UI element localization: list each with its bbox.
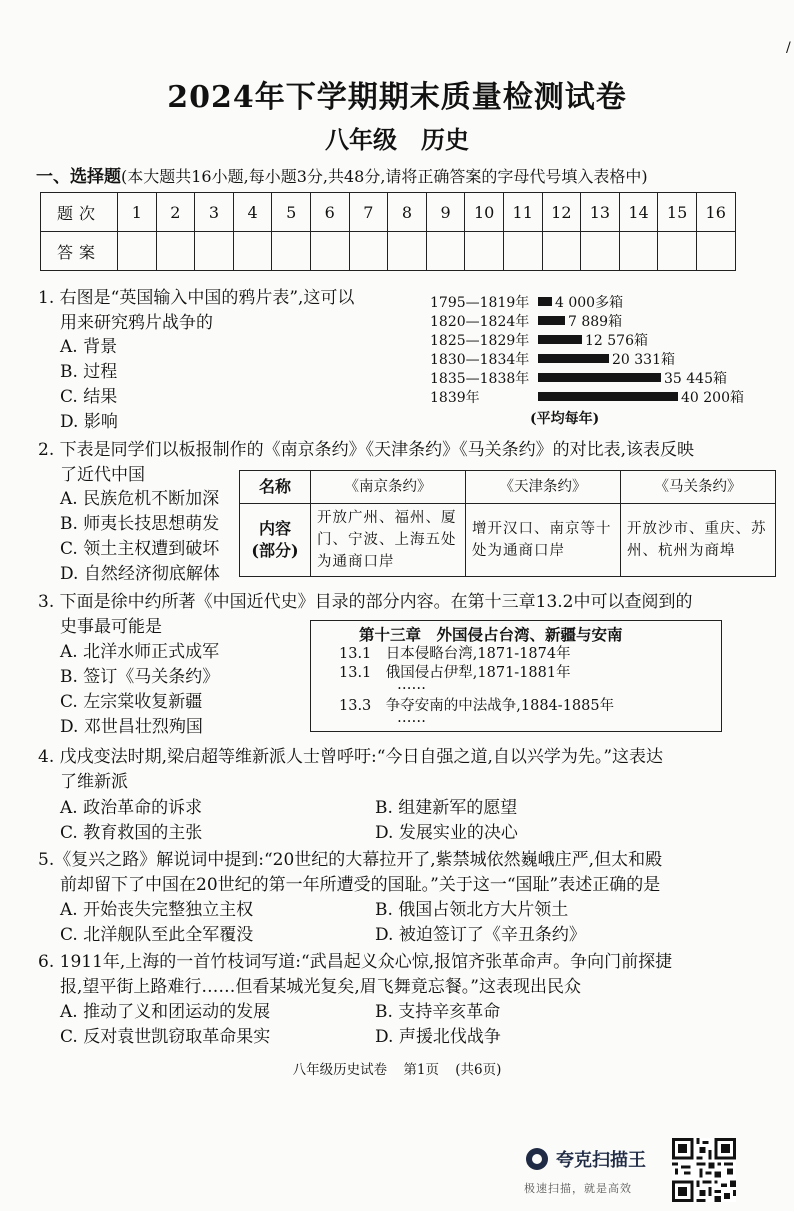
question-2-option[interactable]: C. 领土主权遭到破坏 xyxy=(60,539,220,559)
question-number: 12 xyxy=(542,193,581,232)
question-number: 5 xyxy=(272,193,311,232)
page-footer xyxy=(0,1058,794,1078)
chart-value-label: 4 000多箱 xyxy=(555,295,624,311)
answer-cell[interactable] xyxy=(426,232,465,271)
question-2-stem-line: 了近代中国 xyxy=(60,465,145,485)
toc-line: 13.3 争夺安南的中法战争,1884-1885年 xyxy=(339,698,615,714)
question-3-option[interactable]: A. 北洋水师正式成军 xyxy=(60,642,220,662)
chart-category-label: 1820—1824年 xyxy=(430,314,530,330)
chart-category-label: 1825—1829年 xyxy=(430,333,530,349)
answer-cell[interactable] xyxy=(465,232,504,271)
question-number: 7 xyxy=(349,193,388,232)
question-number: 1 xyxy=(118,193,157,232)
question-number: 8 xyxy=(388,193,427,232)
treaty-content-cell: 开放广州、福州、厦门、宁波、上海五处为通商口岸 xyxy=(311,504,466,577)
question-number: 11 xyxy=(503,193,542,232)
chart-category-label: 1795—1819年 xyxy=(430,295,530,311)
section-heading xyxy=(36,162,648,187)
chart-bar xyxy=(538,297,552,306)
answer-table-number-row xyxy=(41,193,736,232)
footer-page-number: 第1页 xyxy=(403,1062,439,1078)
question-2-option[interactable]: B. 师夷长技思想萌发 xyxy=(60,514,220,534)
question-1-option[interactable]: A. 背景 xyxy=(60,337,118,357)
chart-value-label: 35 445箱 xyxy=(664,371,727,387)
question-3-option[interactable]: B. 签订《马关条约》 xyxy=(60,667,220,687)
treaty-content-cell: 增开汉口、南京等十处为通商口岸 xyxy=(466,504,621,577)
answer-cell[interactable] xyxy=(503,232,542,271)
question-4-option[interactable]: C. 教育救国的主张 xyxy=(60,823,203,843)
treaty-header: 《天津条约》 xyxy=(466,471,621,504)
scanner-watermark xyxy=(522,1144,670,1204)
chart-bar xyxy=(538,335,582,344)
page-subtitle: 八年级 历史 xyxy=(325,125,469,154)
answer-cell[interactable] xyxy=(388,232,427,271)
treaty-name-label: 名称 xyxy=(240,471,311,504)
question-4-stem xyxy=(38,745,663,795)
toc-line: 13.1 日本侵略台湾,1871-1874年 xyxy=(339,646,571,662)
question-5-option[interactable]: D. 被迫签订了《辛丑条约》 xyxy=(375,925,586,945)
page-title: 2024年下学期期末质量检测试卷 xyxy=(167,80,627,115)
section-title: 一、选择题 xyxy=(36,167,121,187)
question-number: 14 xyxy=(619,193,658,232)
treaty-content-label xyxy=(240,504,311,577)
question-2-option[interactable]: D. 自然经济彻底解体 xyxy=(60,564,220,584)
answer-table-row-label: 题次 xyxy=(41,193,118,232)
question-3-option[interactable]: D. 邓世昌壮烈殉国 xyxy=(60,717,203,737)
question-4-option[interactable]: A. 政治革命的诉求 xyxy=(60,798,203,818)
treaty-content-row xyxy=(240,504,776,577)
question-5-stem-line: 5.《复兴之路》解说词中提到:“20世纪的大幕拉开了,紫禁城依然巍峨庄严,但太和殿 xyxy=(38,850,663,870)
treaty-content-cell: 开放沙市、重庆、苏州、杭州为商埠 xyxy=(621,504,776,577)
question-number: 4 xyxy=(233,193,272,232)
chart-value-label: 7 889箱 xyxy=(568,314,623,330)
toc-chapter: 第十三章 外国侵占台湾、新疆与安南 xyxy=(359,625,623,644)
question-6-stem xyxy=(38,950,672,1000)
chart-bar xyxy=(538,354,609,363)
section-note: (本大题共16小题,每小题3分,共48分,请将正确答案的字母代号填入表格中) xyxy=(121,167,648,186)
question-number: 16 xyxy=(696,193,735,232)
answer-cell[interactable] xyxy=(619,232,658,271)
question-1-option[interactable]: C. 结果 xyxy=(60,387,118,407)
question-6-option[interactable]: A. 推动了义和团运动的发展 xyxy=(60,1002,271,1022)
chart-value-label: 20 331箱 xyxy=(612,352,675,368)
question-number: 3 xyxy=(195,193,234,232)
question-1-stem-line: 用来研究鸦片战争的 xyxy=(60,313,213,333)
question-number: 10 xyxy=(465,193,504,232)
table-of-contents-box xyxy=(310,620,722,732)
question-number: 2 xyxy=(156,193,195,232)
question-number: 15 xyxy=(658,193,697,232)
toc-line: …… xyxy=(397,677,426,693)
treaty-content-label-line: 内容 xyxy=(258,519,291,538)
question-1-stem-line: 1. 右图是“英国输入中国的鸦片表”,这可以 xyxy=(38,288,355,308)
question-6-stem-line: 6. 1911年,上海的一首竹枝词写道:“武昌起义众心惊,报馆齐张革命声。争向门前探捷 xyxy=(38,952,673,972)
question-number: 9 xyxy=(426,193,465,232)
question-5-option[interactable]: B. 俄国占领北方大片领土 xyxy=(375,900,569,920)
answer-cell[interactable] xyxy=(195,232,234,271)
question-4-stem-line: 了维新派 xyxy=(60,772,128,792)
question-3-stem-line: 史事最可能是 xyxy=(60,617,162,637)
answer-cell[interactable] xyxy=(696,232,735,271)
question-2-stem-line: 2. 下表是同学们以板报制作的《南京条约》《天津条约》《马关条约》的对比表,该表反映 xyxy=(38,440,695,460)
answer-cell[interactable] xyxy=(658,232,697,271)
answer-table-answer-row xyxy=(41,232,736,271)
answer-cell[interactable] xyxy=(542,232,581,271)
answer-cell[interactable] xyxy=(118,232,157,271)
treaty-header: 《马关条约》 xyxy=(621,471,776,504)
footer-title: 八年级历史试卷 xyxy=(292,1062,388,1078)
question-5-option[interactable]: C. 北洋舰队至此全军覆没 xyxy=(60,925,254,945)
question-4-option[interactable]: D. 发展实业的决心 xyxy=(375,823,518,843)
question-1-option[interactable]: B. 过程 xyxy=(60,362,118,382)
answer-table xyxy=(40,192,736,271)
chart-value-label: 12 576箱 xyxy=(585,333,648,349)
question-6-option[interactable]: B. 支持辛亥革命 xyxy=(375,1002,501,1022)
chart-category-label: 1830—1834年 xyxy=(430,352,530,368)
chart-caption: (平均每年) xyxy=(530,411,600,427)
corner-mark: / xyxy=(786,40,791,56)
question-1-stem xyxy=(38,286,354,336)
answer-cell[interactable] xyxy=(310,232,349,271)
question-4-stem-line: 4. 戊戌变法时期,梁启超等维新派人士曾呼吁:“今日自强之道,自以兴学为先。”这表达 xyxy=(38,747,664,767)
question-5-stem xyxy=(38,848,662,898)
question-6-stem-line: 报,望平街上路难行……但看某城光复矣,眉飞舞竟忘餐。”这表现出民众 xyxy=(60,977,581,997)
treaty-content-label-line: (部分) xyxy=(251,541,299,560)
question-2-option[interactable]: A. 民族危机不断加深 xyxy=(60,489,220,509)
question-4-option[interactable]: B. 组建新军的愿望 xyxy=(375,798,518,818)
question-6-option[interactable]: C. 反对袁世凯窃取革命果实 xyxy=(60,1027,271,1047)
chart-category-label: 1835—1838年 xyxy=(430,371,530,387)
chart-value-label: 40 200箱 xyxy=(681,390,744,406)
treaty-header-row xyxy=(240,471,776,504)
question-5-stem-line: 前却留下了中国在20世纪的第一年所遭受的国耻。”关于这一“国耻”表述正确的是 xyxy=(60,875,661,895)
question-number: 6 xyxy=(310,193,349,232)
toc-line: 13.1 俄国侵占伊犁,1871-1881年 xyxy=(339,665,571,681)
answer-cell[interactable] xyxy=(233,232,272,271)
question-3-option[interactable]: C. 左宗棠收复新疆 xyxy=(60,692,203,712)
footer-total-pages: (共6页) xyxy=(455,1062,502,1078)
opium-import-chart xyxy=(430,292,750,432)
answer-cell[interactable] xyxy=(272,232,311,271)
question-6-option[interactable]: D. 声援北伐战争 xyxy=(375,1027,501,1047)
question-3-stem-line: 3. 下面是徐中约所著《中国近代史》目录的部分内容。在第十三章13.2中可以查阅到的 xyxy=(38,592,693,612)
answer-cell[interactable] xyxy=(156,232,195,271)
treaty-comparison-table xyxy=(239,470,776,577)
scanner-logo-icon xyxy=(526,1148,548,1170)
chart-bar xyxy=(538,373,661,382)
answer-cell[interactable] xyxy=(581,232,620,271)
question-1-option[interactable]: D. 影响 xyxy=(60,412,118,432)
treaty-header: 《南京条约》 xyxy=(311,471,466,504)
scanner-tagline: 极速扫描，就是高效 xyxy=(524,1182,632,1195)
qr-code-icon xyxy=(672,1138,736,1202)
chart-bar xyxy=(538,392,678,401)
chart-category-label: 1839年 xyxy=(430,390,480,406)
toc-line: …… xyxy=(397,710,426,726)
question-number: 13 xyxy=(581,193,620,232)
chart-bar xyxy=(538,316,565,325)
scanner-brand-name: 夸克扫描王 xyxy=(556,1150,646,1171)
answer-cell[interactable] xyxy=(349,232,388,271)
question-5-option[interactable]: A. 开始丧失完整独立主权 xyxy=(60,900,254,920)
answer-table-row-label: 答案 xyxy=(41,232,118,271)
